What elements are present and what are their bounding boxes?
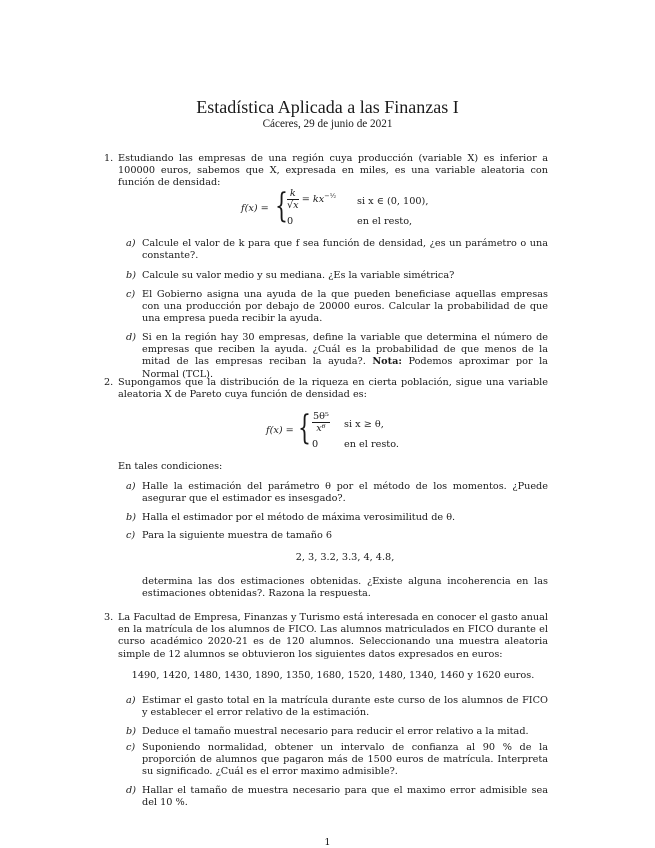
- problem-2-item-a: a) Halle la estimación del parámetro θ por el método de los momentos. ¿Puede asegurar que el estimador es insesgado?.: [126, 481, 548, 505]
- problem-statement: Supongamos que la distribución de la riqueza en cierta población, sigue una variable aleatoria X de Pareto cuya función de densidad es:: [118, 377, 548, 401]
- problem-1-item-b: b) Calcule su valor medio y su mediana. ¿Es la variable simétrica?: [126, 270, 455, 281]
- sample-values: 2, 3, 3.2, 3.3, 4, 4.8,: [295, 552, 395, 563]
- problem-1-item-c: c) El Gobierno asigna una ayuda de la que pueden beneficiase aquellas empresas con una producción por debajo de 20000 euros. Calcular la probabilidad de que una empresa pueda recibir la ayuda.: [126, 289, 548, 325]
- problem-3-item-d: d) Hallar el tamaño de muestra necesario para que el maximo error admisible sea del 10 %.: [126, 785, 548, 809]
- problem-3-item-c: c) Suponiendo normalidad, obtener un intervalo de confianza al 90 % de la proporción de alumnos que pagaron más de 1500 euros de matrícula. Interpreta su significado. ¿Cuál es el error maximo admisible?.: [126, 742, 548, 778]
- problem-3: [104, 612, 548, 661]
- problem-3-item-a: a) Estimar el gasto total en la matrícula durante este curso de los alumnos de FICO y establecer el error relativo de la estimación.: [126, 695, 548, 719]
- equation-condition-2: en el resto,: [357, 216, 413, 227]
- problem-2-closing: determina las dos estimaciones obtenidas. ¿Existe alguna incoherencia en las estimaciones obtenidas?. Razona la respuesta.: [142, 576, 548, 600]
- brace: {: [275, 186, 288, 226]
- page-number: 1: [324, 837, 331, 848]
- problem-number: 1.: [104, 153, 114, 164]
- problem-statement: Estudiando las empresas de una región cuya producción (variable X) es inferior a 100000 euros, sabemos que X, expresada en miles, es una variable aleatoria con función de densidad:: [118, 153, 548, 189]
- equation-zero: 0: [312, 439, 319, 450]
- equation-condition-1: si x ∈ (0, 100),: [357, 196, 429, 207]
- equation-zero: 0: [287, 216, 294, 227]
- problem-2-intro: En tales condiciones:: [118, 461, 223, 472]
- exam-date: Cáceres, 29 de junio de 2021: [262, 118, 393, 130]
- problem-1-item-d: d) Si en la región hay 30 empresas, define la variable que determina el número de empresas que reciben la ayuda. ¿Cuál es la probabilidad de que menos de la mitad de las empresas reciban la ayuda?. Nota: Podemos aproximar por la Normal (TCL).: [126, 332, 548, 380]
- equation-lhs: f(x) =: [241, 203, 269, 214]
- note-text: Podemos aproximar por la Normal (TCL).: [142, 356, 548, 380]
- problem-1: [104, 153, 548, 190]
- problem-number: 2.: [104, 377, 114, 388]
- equation-condition-2: en el resto.: [344, 439, 399, 450]
- equation-case-1: [312, 411, 330, 434]
- problem-1-item-a: a) Calcule el valor de k para que f sea función de densidad, ¿es un parámetro o una constante?.: [126, 238, 548, 262]
- brace: {: [298, 408, 311, 448]
- equation-case-1: $\frac{k}{√x}$ = $kx^{-\frac{1}{2}}$: [287, 188, 337, 211]
- problem-number: 3.: [104, 612, 114, 623]
- data-values: 1490, 1420, 1480, 1430, 1890, 1350, 1680, 1520, 1480, 1340, 1460 y 1620 euros.: [131, 670, 535, 681]
- exam-title: Estadística Aplicada a las Finanzas I: [196, 97, 459, 117]
- equation-lhs: f(x) =: [266, 425, 294, 436]
- problem-3-item-b: b) Deduce el tamaño muestral necesario para reducir el error relativo a la mitad.: [126, 726, 529, 737]
- problem-2: [104, 377, 548, 401]
- problem-2-item-c: c) Para la siguiente muestra de tamaño 6: [126, 530, 333, 541]
- fraction: $\frac{\text{5θ⁵}}{\text{x⁶}}$: [313, 411, 329, 434]
- problem-statement: La Facultad de Empresa, Finanzas y Turismo está interesada en conocer el gasto anual en la matrícula de los alumnos de FICO. Las alumnos matriculados en FICO durante el curso académico 2020-21 es de 120 alumnos. Seleccionando una muestra aleatoria simple de 12 alumnos se obtuvieron los siguientes datos expresados en euros:: [118, 612, 548, 660]
- problem-2-item-b: b) Halla el estimador por el método de máxima verosimilitud de θ.: [126, 512, 456, 523]
- fraction: $\frac{k}{√x}$: [287, 188, 299, 211]
- equation-condition-1: si x ≥ θ,: [344, 419, 384, 430]
- note-label: Nota:: [372, 356, 402, 368]
